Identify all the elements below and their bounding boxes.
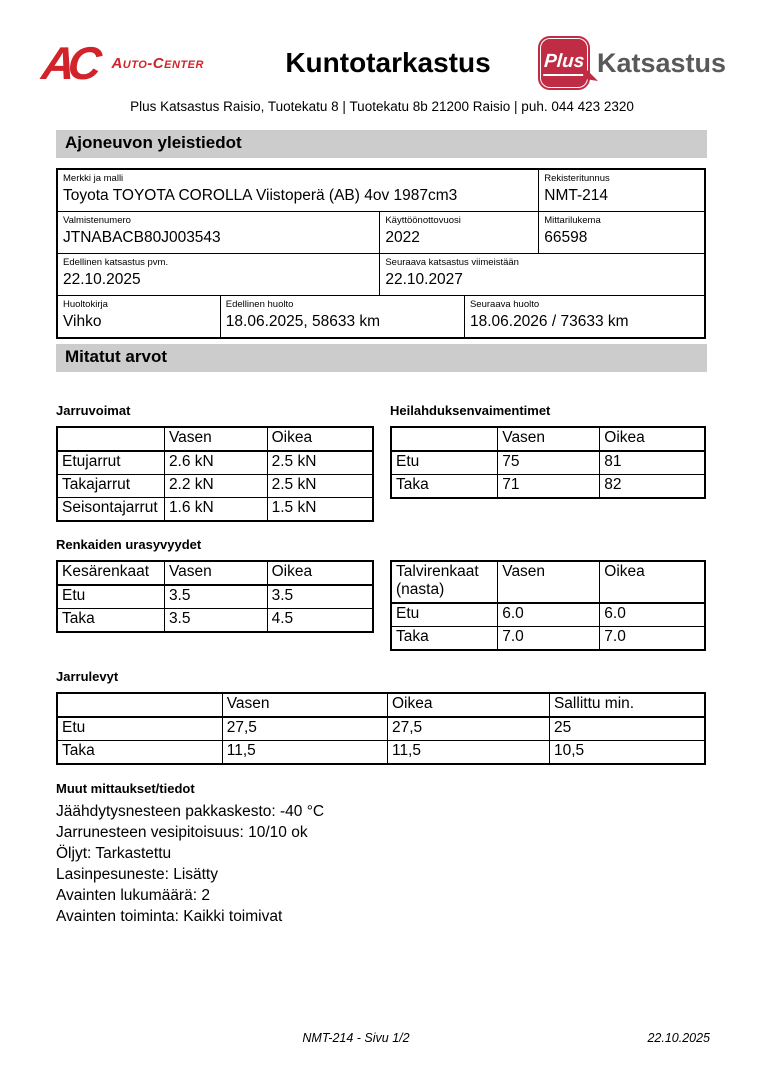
field-label: Mittarilukema [544, 215, 601, 226]
vehicle-info-table [56, 168, 706, 339]
measurement-line: Lasinpesuneste: Lisätty [56, 866, 218, 883]
table-title: Heilahduksenvaimentimet [390, 403, 551, 418]
shock-absorbers-table [390, 426, 706, 499]
column-header: Vasen [498, 561, 600, 603]
table-cell: 25 [549, 717, 705, 741]
table-row [57, 585, 373, 609]
shock-absorbers-block [390, 403, 706, 522]
section-header-vehicle-info: Ajoneuvon yleistiedot [56, 130, 707, 158]
table-title: Renkaiden urasyvyydet [56, 537, 202, 552]
measurement-line: Avainten lukumäärä: 2 [56, 887, 210, 904]
field-make-model [58, 170, 539, 211]
field-label: Valmistenumero [63, 215, 131, 226]
table-cell: 6.0 [498, 603, 600, 627]
table-header-row [57, 427, 373, 451]
column-header [391, 427, 498, 451]
plus-katsastus-logo [538, 36, 727, 90]
table-title: Jarruvoimat [56, 403, 131, 418]
table-cell: Taka [391, 475, 498, 499]
column-header: Oikea [387, 693, 549, 717]
auto-center-logo [39, 37, 238, 89]
table-title: Jarrulevyt [56, 669, 119, 684]
table-cell: 75 [498, 451, 600, 475]
measurement-line: Avainten toiminta: Kaikki toimivat [56, 908, 283, 925]
column-header: Oikea [600, 427, 705, 451]
field-value: 18.06.2026 / 73633 km [469, 313, 629, 330]
section-header-measured-values: Mitatut arvot [56, 344, 707, 372]
column-header: Oikea [267, 427, 373, 451]
measurement-line: Jäähdytysnesteen pakkaskesto: -40 °C [56, 803, 325, 820]
auto-center-logo-text: Auto-Center [111, 54, 204, 72]
table-cell: 1.6 kN [164, 498, 267, 522]
station-address-line: Plus Katsastus Raisio, Tuotekatu 8 | Tuotekatu 8b 21200 Raisio | puh. 044 423 2320 [130, 99, 634, 114]
table-cell: 3.5 [267, 585, 373, 609]
tables-row-1 [56, 403, 706, 522]
field-label: Seuraava huolto [469, 299, 540, 310]
field-value: 66598 [544, 229, 588, 246]
field-value: Toyota TOYOTA COROLLA Viistoperä (AB) 4ov 1987cm3 [63, 187, 458, 204]
column-header: Vasen [498, 427, 600, 451]
table-header-row [391, 427, 705, 451]
table-cell: 71 [498, 475, 600, 499]
table-cell: Etujarrut [57, 451, 164, 475]
table-row [58, 296, 704, 337]
brake-discs-table [56, 692, 706, 765]
other-measurements-block [56, 781, 706, 927]
column-header [57, 427, 164, 451]
table-cell: 6.0 [600, 603, 705, 627]
column-header: Oikea [267, 561, 373, 585]
table-cell: 82 [600, 475, 705, 499]
footer-date: 22.10.2025 [647, 1031, 710, 1045]
column-header: Oikea [600, 561, 705, 603]
table-cell: Taka [57, 741, 222, 765]
table-row [57, 475, 373, 498]
column-header [57, 693, 222, 717]
field-next-inspection [380, 254, 704, 295]
table-row [58, 212, 704, 254]
summer-tires-table [56, 560, 374, 633]
table-cell: Etu [391, 603, 498, 627]
field-value: JTNABACB80J003543 [63, 229, 221, 246]
table-row [57, 451, 373, 475]
column-header: Kesärenkaat [57, 561, 164, 585]
table-cell: 3.5 [164, 609, 267, 633]
column-header: Vasen [164, 561, 267, 585]
page-footer [0, 1031, 764, 1045]
field-label: Huoltokirja [63, 299, 108, 310]
field-vin [58, 212, 380, 253]
table-row [57, 498, 373, 522]
page-title: Kuntotarkastus [285, 47, 491, 78]
report-header [0, 0, 764, 92]
table-header-row [57, 561, 373, 585]
column-header: Vasen [164, 427, 267, 451]
table-cell: 11,5 [387, 741, 549, 765]
table-row [391, 603, 705, 627]
plus-bubble-text: Plus [543, 51, 585, 76]
field-value: 22.10.2025 [63, 271, 141, 288]
table-cell: 2.5 kN [267, 451, 373, 475]
measured-values-content [56, 403, 706, 927]
table-cell: 1.5 kN [267, 498, 373, 522]
winter-tires-table [390, 560, 706, 651]
field-label: Edellinen huolto [225, 299, 294, 310]
table-header-row [391, 561, 705, 603]
winter-tires-block [390, 537, 706, 651]
summer-tires-block [56, 537, 374, 651]
table-cell: 27,5 [222, 717, 387, 741]
column-header: Talvirenkaat (nasta) [391, 561, 498, 603]
table-cell: Takajarrut [57, 475, 164, 498]
table-cell: 10,5 [549, 741, 705, 765]
footer-page-number: NMT-214 - Sivu 1/2 [302, 1031, 410, 1045]
field-value: 2022 [385, 229, 420, 246]
table-cell: Etu [391, 451, 498, 475]
other-measurements-title: Muut mittaukset/tiedot [56, 781, 195, 796]
table-row [57, 717, 705, 741]
field-next-service [465, 296, 704, 337]
table-row [57, 609, 373, 633]
brake-forces-table [56, 426, 374, 522]
table-cell: 4.5 [267, 609, 373, 633]
field-value: NMT-214 [544, 187, 609, 204]
table-cell: 11,5 [222, 741, 387, 765]
table-row [57, 741, 705, 765]
field-label: Seuraava katsastus viimeistään [385, 257, 519, 268]
table-cell: 3.5 [164, 585, 267, 609]
field-label: Rekisteritunnus [544, 173, 610, 184]
table-row [391, 475, 705, 499]
tables-row-2 [56, 537, 706, 651]
table-cell: 2.5 kN [267, 475, 373, 498]
measurement-line: Jarrunesteen vesipitoisuus: 10/10 ok [56, 824, 308, 841]
table-cell: Etu [57, 717, 222, 741]
field-previous-inspection [58, 254, 380, 295]
brake-discs-block [56, 669, 706, 765]
field-label: Edellinen katsastus pvm. [63, 257, 169, 268]
table-row [391, 627, 705, 651]
table-cell: Etu [57, 585, 164, 609]
table-cell: 7.0 [498, 627, 600, 651]
table-row [58, 254, 704, 296]
plus-bubble-icon [538, 36, 590, 90]
table-cell: 7.0 [600, 627, 705, 651]
katsastus-logo-text: Katsastus [597, 47, 727, 78]
field-first-use-year [380, 212, 539, 253]
table-row [58, 170, 704, 212]
field-value: Vihko [63, 313, 102, 330]
auto-center-logo-icon: AC [39, 37, 98, 89]
field-registration [539, 170, 704, 211]
table-cell: Taka [391, 627, 498, 651]
column-header: Sallittu min. [549, 693, 705, 717]
table-row [391, 451, 705, 475]
column-header: Vasen [222, 693, 387, 717]
table-cell: 81 [600, 451, 705, 475]
field-label: Merkki ja malli [63, 173, 124, 184]
field-service-book [58, 296, 221, 337]
table-cell: 27,5 [387, 717, 549, 741]
field-value: 22.10.2027 [385, 271, 463, 288]
brake-forces-block [56, 403, 374, 522]
table-cell: Taka [57, 609, 164, 633]
table-cell: 2.2 kN [164, 475, 267, 498]
field-value: 18.06.2025, 58633 km [225, 313, 381, 330]
table-cell: 2.6 kN [164, 451, 267, 475]
field-odometer [539, 212, 704, 253]
table-header-row [57, 693, 705, 717]
field-label: Käyttöönottovuosi [385, 215, 461, 226]
table-cell: Seisontajarrut [57, 498, 164, 522]
measurement-line: Öljyt: Tarkastettu [56, 845, 172, 862]
field-previous-service [221, 296, 465, 337]
